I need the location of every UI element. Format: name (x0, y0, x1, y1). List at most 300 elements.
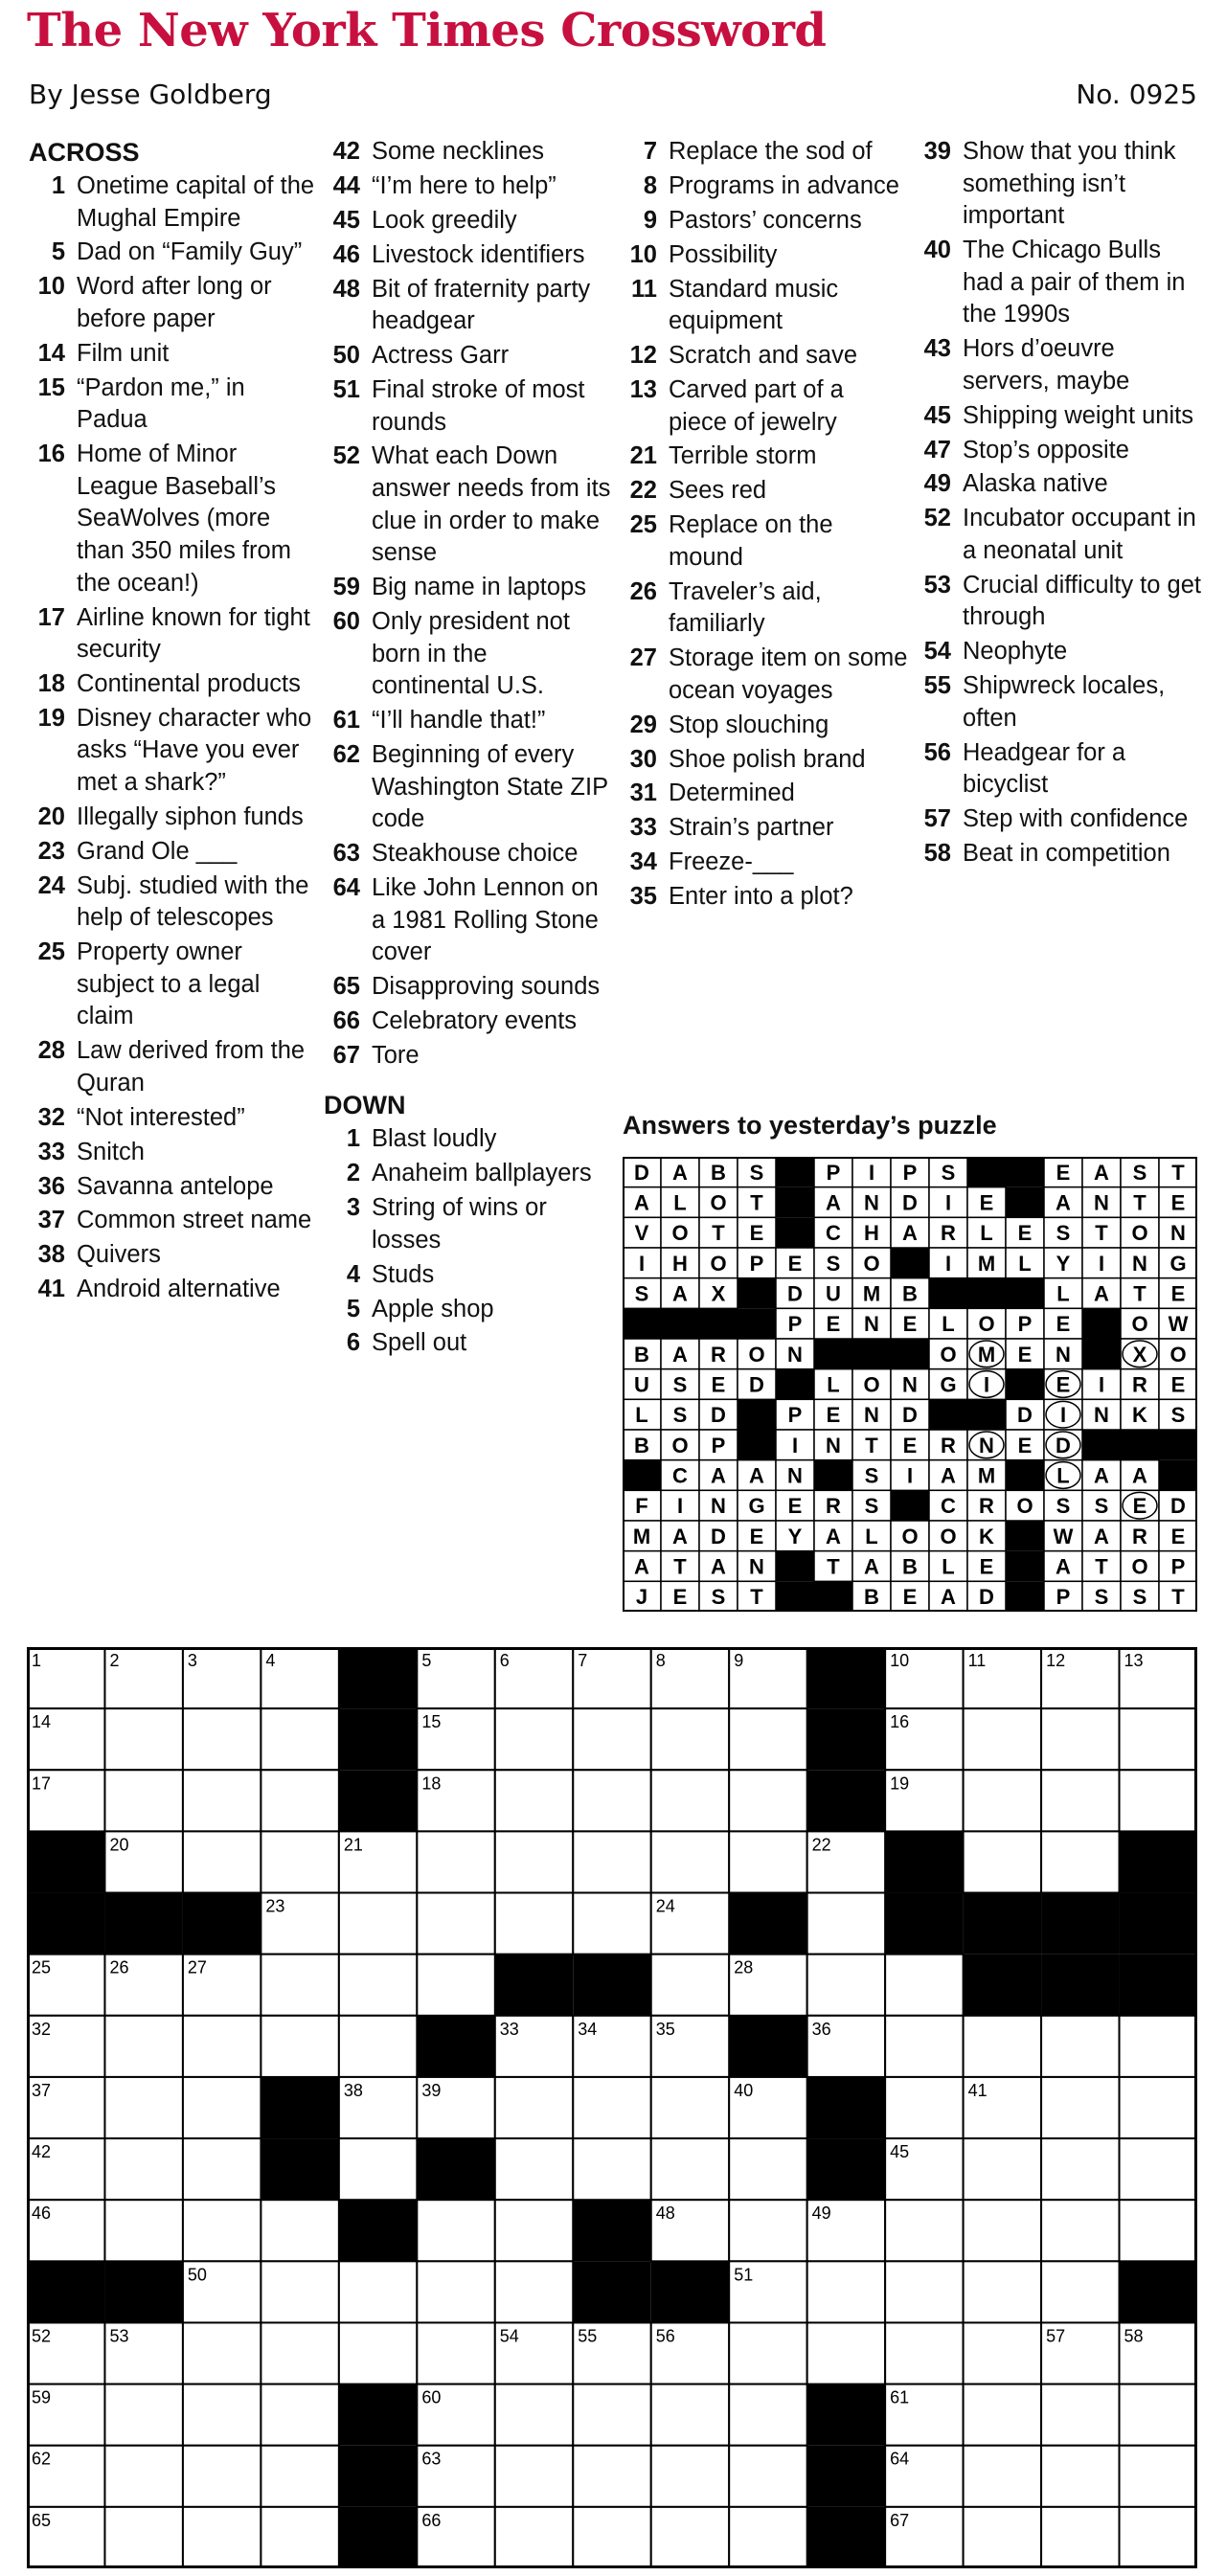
answer-letter: D (749, 1372, 764, 1397)
grid-cell[interactable] (104, 2016, 182, 2077)
grid-cell[interactable] (1041, 2138, 1119, 2200)
clue-down-33[interactable] (621, 812, 908, 845)
clue-down-54[interactable] (915, 636, 1202, 668)
grid-cell[interactable] (495, 2200, 573, 2261)
clue-text: Stop slouching (669, 711, 829, 738)
clue-across-18[interactable] (29, 668, 316, 701)
answer-letter: A (864, 1554, 879, 1579)
clue-down-29[interactable] (621, 710, 908, 742)
clue-across-67[interactable] (324, 1040, 611, 1073)
clue-down-21[interactable] (621, 441, 908, 473)
grid-cell[interactable] (573, 2384, 650, 2446)
grid-cell[interactable] (495, 1708, 573, 1770)
clue-down-27[interactable] (621, 643, 908, 707)
grid-cell[interactable] (651, 2384, 729, 2446)
grid-cell[interactable] (261, 2446, 338, 2507)
clue-across-62[interactable] (324, 739, 611, 836)
clue-number: 42 (332, 138, 360, 165)
grid-cell[interactable] (495, 1831, 573, 1892)
clue-across-20[interactable] (29, 802, 316, 834)
grid-cell[interactable] (729, 2507, 806, 2568)
clue-down-49[interactable] (915, 468, 1202, 501)
grid-cell[interactable] (651, 1831, 729, 1892)
clue-down-57[interactable] (915, 803, 1202, 836)
clue-across-25[interactable] (29, 937, 316, 1033)
answer-letter: T (712, 1221, 725, 1246)
grid-cell[interactable] (261, 2322, 338, 2384)
clue-across-52[interactable] (324, 441, 611, 569)
black-square (417, 2016, 494, 2077)
grid-cell[interactable] (339, 2261, 417, 2322)
answer-letter: O (1016, 1494, 1033, 1519)
grid-cell[interactable] (261, 1831, 338, 1892)
grid-cell[interactable] (1041, 1831, 1119, 1892)
clue-across-1[interactable] (29, 170, 316, 235)
grid-cell[interactable] (807, 1955, 885, 2016)
clue-down-34[interactable] (621, 847, 908, 879)
grid-cell[interactable] (104, 2507, 182, 2568)
answer-letter: O (710, 1190, 727, 1215)
answer-black-square (738, 1399, 776, 1430)
grid-cell[interactable] (104, 2138, 182, 2200)
grid-cell[interactable] (183, 2200, 261, 2261)
grid-cell[interactable] (261, 1955, 338, 2016)
clue-across-63[interactable] (324, 838, 611, 870)
answer-black-square (623, 1460, 661, 1491)
grid-cell[interactable] (807, 2261, 885, 2322)
cell-number: 62 (32, 2449, 52, 2469)
clue-across-32[interactable] (29, 1102, 316, 1135)
clue-across-59[interactable] (324, 572, 611, 604)
cell-number: 11 (967, 1651, 987, 1670)
grid-cell[interactable] (495, 2138, 573, 2200)
clue-down-5[interactable] (324, 1294, 611, 1326)
grid-cell[interactable] (104, 2077, 182, 2138)
grid-cell[interactable] (729, 2384, 806, 2446)
cell-number: 6 (499, 1651, 510, 1670)
clue-across-33[interactable] (29, 1137, 316, 1169)
answer-letter: N (1170, 1221, 1186, 1246)
grid-cell[interactable] (573, 1770, 650, 1831)
answer-letter: E (1170, 1524, 1186, 1548)
answer-letter: O (1131, 1554, 1148, 1579)
grid-cell[interactable] (807, 2322, 885, 2384)
grid-cell[interactable] (651, 1955, 729, 2016)
clue-column-2 (324, 136, 611, 1362)
grid-cell[interactable] (183, 2138, 261, 2200)
grid-cell[interactable] (964, 2446, 1041, 2507)
grid-cell[interactable] (183, 1708, 261, 1770)
grid-cell[interactable] (651, 2446, 729, 2507)
answer-letter: T (673, 1554, 687, 1579)
cell-number: 5 (421, 1651, 432, 1670)
clue-text: Final stroke of most rounds (372, 375, 585, 436)
answer-letter: E (672, 1585, 688, 1610)
clue-across-60[interactable] (324, 606, 611, 703)
clue-across-44[interactable] (324, 170, 611, 203)
answer-letter: E (749, 1524, 764, 1548)
grid-cell[interactable] (1120, 2507, 1197, 2568)
black-square (339, 2507, 417, 2568)
clue-across-17[interactable] (29, 602, 316, 667)
clue-number: 31 (629, 780, 657, 807)
grid-cell[interactable] (651, 2507, 729, 2568)
grid-cell[interactable] (964, 2507, 1041, 2568)
clue-down-7[interactable] (621, 136, 908, 169)
grid-cell[interactable] (1041, 2016, 1119, 2077)
grid-cell[interactable] (104, 2384, 182, 2446)
grid-cell[interactable] (1120, 2016, 1197, 2077)
clue-down-39[interactable] (915, 136, 1202, 233)
grid-cell[interactable] (573, 2507, 650, 2568)
clue-number: 33 (629, 814, 657, 842)
grid-cell[interactable] (104, 2446, 182, 2507)
grid-cell[interactable] (1041, 2384, 1119, 2446)
grid-cell[interactable] (729, 2446, 806, 2507)
clue-text: Terrible storm (669, 442, 817, 470)
grid-cell[interactable] (885, 2261, 963, 2322)
grid-cell[interactable] (417, 2261, 494, 2322)
clue-down-45[interactable] (915, 400, 1202, 433)
grid-cell[interactable] (651, 1770, 729, 1831)
grid-cell[interactable] (495, 1770, 573, 1831)
cell-number: 43 (265, 2142, 285, 2162)
grid-cell[interactable] (495, 2507, 573, 2568)
grid-cell[interactable] (651, 2077, 729, 2138)
clue-down-13[interactable] (621, 374, 908, 439)
grid-cell[interactable] (1120, 2446, 1197, 2507)
grid-cell[interactable] (339, 2016, 417, 2077)
grid-cell[interactable] (183, 2507, 261, 2568)
clue-text: Incubator occupant in a neonatal unit (963, 505, 1196, 564)
answer-letter: N (1094, 1403, 1109, 1428)
clue-down-8[interactable] (621, 170, 908, 203)
clue-across-42[interactable] (324, 136, 611, 169)
grid-cell[interactable] (1041, 2077, 1119, 2138)
clue-across-14[interactable] (29, 338, 316, 371)
cell-number: 45 (890, 2142, 910, 2162)
grid-cell[interactable] (1041, 2446, 1119, 2507)
clue-across-28[interactable] (29, 1035, 316, 1099)
grid-cell[interactable] (417, 1893, 494, 1955)
clue-number: 67 (332, 1041, 360, 1069)
clue-across-65[interactable] (324, 971, 611, 1004)
grid-cell[interactable] (417, 2200, 494, 2261)
grid-cell[interactable] (964, 1770, 1041, 1831)
grid-cell[interactable] (885, 2200, 963, 2261)
answer-black-square (776, 1551, 814, 1582)
grid-cell[interactable] (104, 1708, 182, 1770)
clue-across-45[interactable] (324, 205, 611, 237)
clue-text: Dad on “Family Guy” (77, 238, 303, 266)
clue-down-30[interactable] (621, 744, 908, 777)
grid-cell[interactable] (573, 1893, 650, 1955)
clue-down-40[interactable] (915, 235, 1202, 331)
clue-across-38[interactable] (29, 1239, 316, 1272)
answer-letter: I (868, 1160, 875, 1185)
clue-down-9[interactable] (621, 205, 908, 237)
clue-across-19[interactable] (29, 703, 316, 800)
clue-across-64[interactable] (324, 872, 611, 969)
grid-cell[interactable] (729, 2138, 806, 2200)
clue-across-51[interactable] (324, 374, 611, 439)
grid-cell[interactable] (183, 2322, 261, 2384)
grid-cell[interactable] (261, 2384, 338, 2446)
answer-letter: S (1132, 1160, 1147, 1185)
grid-cell[interactable] (964, 2384, 1041, 2446)
grid-cell[interactable] (261, 1708, 338, 1770)
clue-text: Apple shop (372, 1295, 494, 1322)
clue-text: Step with confidence (963, 805, 1189, 833)
grid-cell[interactable] (1041, 2507, 1119, 2568)
clue-number: 8 (643, 171, 657, 199)
clue-down-26[interactable] (621, 576, 908, 641)
answer-black-square (738, 1278, 776, 1309)
grid-cell[interactable] (885, 2322, 963, 2384)
clue-number: 37 (37, 1207, 65, 1234)
grid-cell[interactable] (1120, 1708, 1197, 1770)
grid-cell[interactable] (261, 2016, 338, 2077)
clue-down-11[interactable] (621, 274, 908, 338)
clue-number: 26 (629, 577, 657, 605)
grid-cell[interactable] (1041, 1770, 1119, 1831)
grid-cell[interactable] (261, 1770, 338, 1831)
clue-number: 39 (923, 138, 951, 165)
answer-letter: B (711, 1160, 726, 1185)
black-square (573, 2261, 650, 2322)
clue-number: 33 (37, 1138, 65, 1165)
cell-number: 20 (109, 1835, 129, 1855)
answer-letter: P (1170, 1554, 1186, 1579)
answer-letter: O (1131, 1312, 1148, 1337)
clue-number: 63 (332, 840, 360, 868)
grid-cell[interactable] (729, 2200, 806, 2261)
clue-down-52[interactable] (915, 503, 1202, 567)
grid-cell[interactable] (261, 2261, 338, 2322)
black-square (573, 1955, 650, 2016)
clue-across-37[interactable] (29, 1205, 316, 1237)
grid-cell[interactable] (964, 2016, 1041, 2077)
grid-cell[interactable] (651, 2138, 729, 2200)
clue-down-12[interactable] (621, 340, 908, 373)
cell-number: 57 (1046, 2326, 1066, 2346)
answer-letter: D (634, 1160, 649, 1185)
clue-number: 58 (923, 840, 951, 868)
cell-number: 56 (655, 2326, 675, 2346)
grid-cell[interactable] (183, 1770, 261, 1831)
answer-letter: S (1170, 1403, 1186, 1428)
grid-cell[interactable] (729, 1708, 806, 1770)
cell-number: 51 (734, 2265, 754, 2285)
answer-letter: G (940, 1372, 957, 1397)
answer-letter: L (1056, 1281, 1070, 1306)
crossword-grid[interactable] (27, 1647, 1197, 2568)
clue-down-25[interactable] (621, 509, 908, 574)
grid-cell[interactable] (964, 2322, 1041, 2384)
grid-cell[interactable] (573, 1708, 650, 1770)
grid-cell[interactable] (1120, 1770, 1197, 1831)
clue-across-50[interactable] (324, 340, 611, 373)
answer-letter: E (749, 1221, 764, 1246)
grid-cell[interactable] (729, 1831, 806, 1892)
clue-across-41[interactable] (29, 1274, 316, 1306)
grid-cell[interactable] (964, 1831, 1041, 1892)
grid-cell[interactable] (495, 2446, 573, 2507)
answer-letter: A (1056, 1554, 1071, 1579)
clue-number: 46 (332, 240, 360, 268)
grid-cell[interactable] (964, 2261, 1041, 2322)
clue-number: 19 (37, 704, 65, 732)
grid-cell[interactable] (729, 2322, 806, 2384)
answer-letter: L (942, 1312, 955, 1337)
clue-down-55[interactable] (915, 670, 1202, 734)
answer-letter: B (634, 1342, 649, 1367)
clue-across-15[interactable] (29, 373, 316, 437)
answer-letter: H (672, 1251, 688, 1276)
clue-text: Quivers (77, 1241, 161, 1269)
cell-number: 14 (32, 1712, 52, 1732)
clue-across-16[interactable] (29, 439, 316, 599)
grid-cell[interactable] (339, 2322, 417, 2384)
answer-letter: S (864, 1463, 879, 1488)
black-square (27, 1893, 104, 1955)
grid-cell[interactable] (417, 1955, 494, 2016)
grid-cell[interactable] (1120, 2077, 1197, 2138)
grid-cell[interactable] (495, 2077, 573, 2138)
clue-number: 32 (37, 1103, 65, 1131)
grid-cell[interactable] (339, 1955, 417, 2016)
grid-cell[interactable] (885, 2077, 963, 2138)
cell-number: 46 (32, 2203, 52, 2224)
clue-down-31[interactable] (621, 778, 908, 810)
clue-across-23[interactable] (29, 836, 316, 869)
answer-letter: A (672, 1524, 688, 1548)
clue-down-22[interactable] (621, 475, 908, 508)
grid-cell[interactable] (964, 1708, 1041, 1770)
clue-down-1[interactable] (324, 1123, 611, 1156)
answer-letter: P (787, 1312, 803, 1337)
grid-cell[interactable] (183, 2077, 261, 2138)
grid-cell[interactable] (183, 2446, 261, 2507)
grid-cell[interactable] (573, 1831, 650, 1892)
answer-letter: S (634, 1281, 649, 1306)
grid-cell[interactable] (104, 2200, 182, 2261)
clue-text: Common street name (77, 1207, 312, 1234)
answer-black-square (1006, 1460, 1044, 1491)
clue-across-66[interactable] (324, 1006, 611, 1038)
grid-cell[interactable] (1120, 2138, 1197, 2200)
clue-text: Film unit (77, 339, 170, 367)
grid-cell[interactable] (964, 2138, 1041, 2200)
clue-number: 65 (332, 973, 360, 1000)
grid-cell[interactable] (495, 2384, 573, 2446)
answer-letter: E (787, 1251, 803, 1276)
answer-letter: V (634, 1221, 649, 1246)
clue-text: Steakhouse choice (372, 840, 579, 868)
grid-cell[interactable] (573, 2138, 650, 2200)
grid-cell[interactable] (573, 2077, 650, 2138)
grid-cell[interactable] (964, 2200, 1041, 2261)
clue-down-53[interactable] (915, 570, 1202, 634)
clue-down-6[interactable] (324, 1327, 611, 1360)
clue-text: Sees red (669, 477, 767, 505)
answer-letter: E (711, 1372, 726, 1397)
grid-cell[interactable] (183, 2384, 261, 2446)
grid-cell[interactable] (339, 1893, 417, 1955)
answer-letter: E (1017, 1433, 1033, 1457)
clue-across-61[interactable] (324, 705, 611, 737)
answer-letter: N (711, 1494, 726, 1519)
grid-cell[interactable] (1041, 2261, 1119, 2322)
grid-cell[interactable] (417, 2322, 494, 2384)
grid-cell[interactable] (261, 2507, 338, 2568)
clue-down-43[interactable] (915, 333, 1202, 397)
clue-across-46[interactable] (324, 239, 611, 272)
clue-across-36[interactable] (29, 1171, 316, 1204)
clue-down-10[interactable] (621, 239, 908, 272)
grid-cell[interactable] (1120, 2384, 1197, 2446)
grid-cell[interactable] (495, 1893, 573, 1955)
clue-number: 11 (631, 275, 657, 303)
clue-down-47[interactable] (915, 435, 1202, 467)
answer-letter: A (711, 1463, 726, 1488)
cell-number: 18 (421, 1774, 442, 1794)
clue-number: 60 (332, 607, 360, 635)
grid-cell[interactable] (495, 2261, 573, 2322)
grid-cell[interactable] (885, 1955, 963, 2016)
grid-cell[interactable] (104, 1770, 182, 1831)
grid-cell[interactable] (1041, 2200, 1119, 2261)
black-square (1120, 1831, 1197, 1892)
clue-across-48[interactable] (324, 274, 611, 338)
grid-cell[interactable] (651, 1708, 729, 1770)
answer-letter: I (638, 1251, 646, 1276)
cell-number: 61 (890, 2387, 910, 2407)
grid-cell[interactable] (729, 1770, 806, 1831)
clue-across-5[interactable] (29, 237, 316, 269)
clue-down-58[interactable] (915, 838, 1202, 870)
grid-cell[interactable] (183, 1831, 261, 1892)
grid-cell[interactable] (183, 2016, 261, 2077)
answer-letter: S (672, 1403, 688, 1428)
cell-number: 39 (421, 2080, 442, 2100)
clue-down-35[interactable] (621, 881, 908, 914)
answer-letter: R (979, 1494, 994, 1519)
grid-cell[interactable] (261, 2200, 338, 2261)
clue-down-3[interactable] (324, 1192, 611, 1256)
answer-letter: E (826, 1312, 841, 1337)
clue-number: 62 (332, 740, 360, 768)
grid-cell[interactable] (417, 1831, 494, 1892)
answer-letter: W (1053, 1524, 1074, 1548)
clue-down-56[interactable] (915, 737, 1202, 802)
grid-cell[interactable] (1041, 1708, 1119, 1770)
grid-cell[interactable] (807, 1893, 885, 1955)
clue-across-24[interactable] (29, 870, 316, 935)
answer-letter: A (711, 1554, 726, 1579)
answer-letter: O (1169, 1342, 1187, 1367)
grid-cell[interactable] (885, 2016, 963, 2077)
clue-number: 36 (37, 1172, 65, 1200)
clue-across-10[interactable] (29, 271, 316, 335)
grid-cell[interactable] (573, 2446, 650, 2507)
clue-down-2[interactable] (324, 1158, 611, 1190)
grid-cell[interactable] (1120, 2200, 1197, 2261)
answer-letter: C (826, 1221, 841, 1246)
clue-down-4[interactable] (324, 1259, 611, 1292)
answer-black-square (967, 1278, 1006, 1309)
grid-cell[interactable] (339, 2138, 417, 2200)
